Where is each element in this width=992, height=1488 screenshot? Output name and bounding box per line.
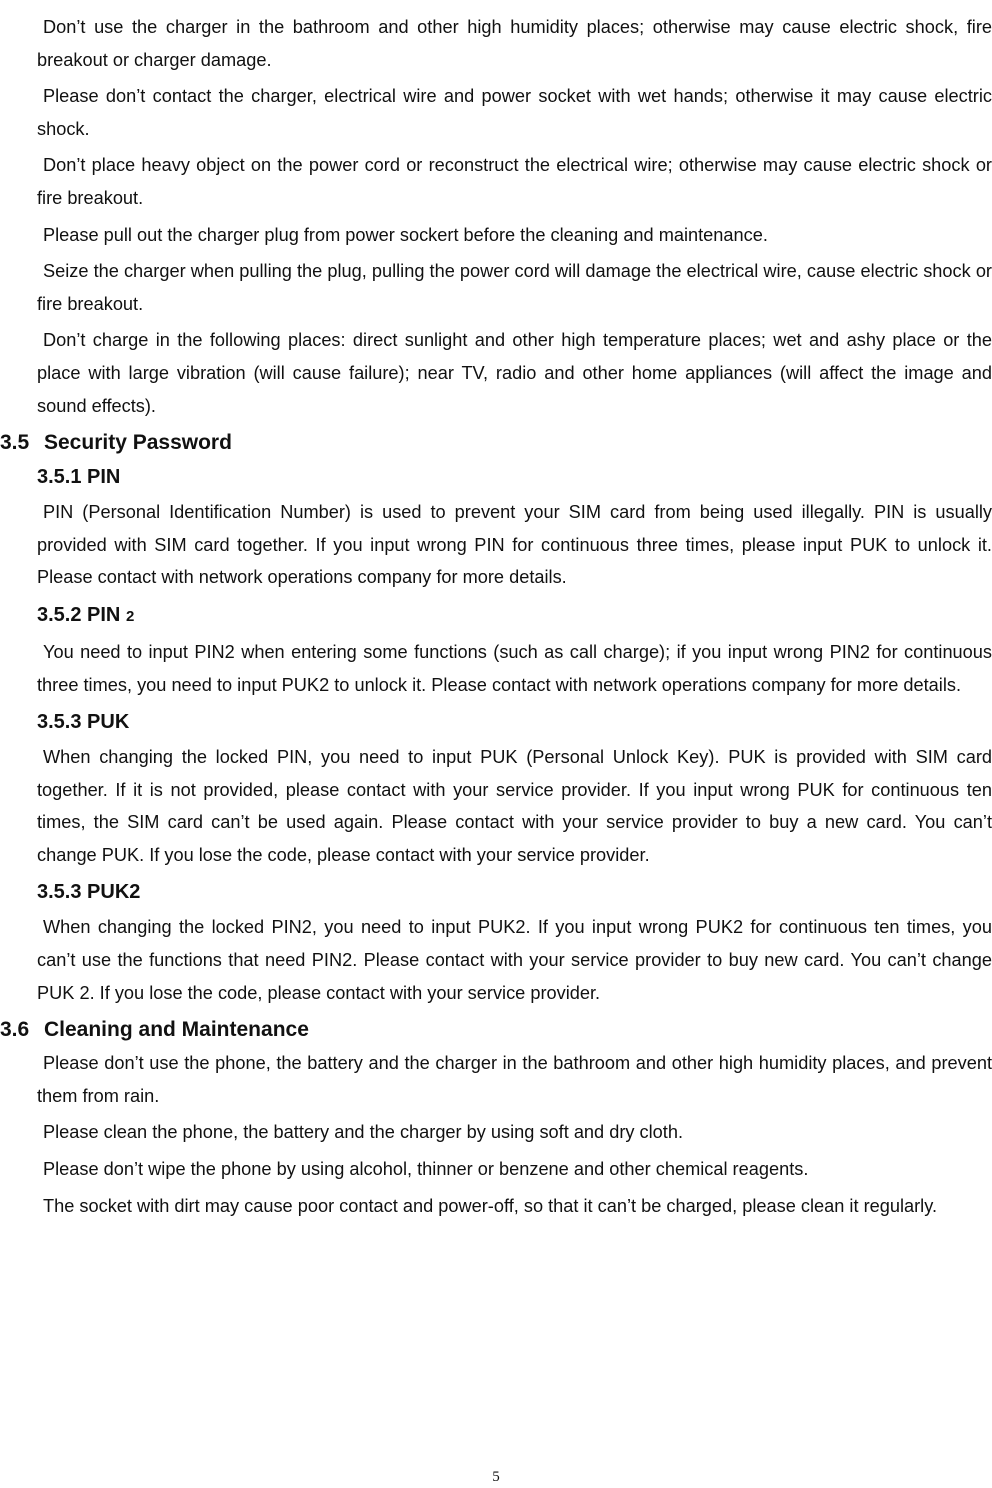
- puk-paragraph: When changing the locked PIN, you need to input PUK (Personal Unlock Key). PUK is provided with SIM card together. If it is not provided, please contact with your service provider. If you input wrong PUK for continuous ten times, the SIM card can’t be used again. Please contact with your service provider to buy a new card. You can’t change PUK. If you lose the code, please contact with your service provider.: [37, 747, 992, 865]
- cleaning-paragraph: Please don’t wipe the phone by using alcohol, thinner or benzene and other chemical reagents.: [43, 1159, 809, 1180]
- pin2-paragraph: You need to input PIN2 when entering some functions (such as call charge); if you input wrong PIN2 for continuous three times, you need to input PUK2 to unlock it. Please contact with network operations company for more details.: [37, 641, 992, 695]
- charger-warning-paragraph: Don’t place heavy object on the power cord or reconstruct the electrical wire; otherwise may cause electric shock or fire breakout.: [37, 155, 992, 208]
- pin-paragraph: PIN (Personal Identification Number) is used to prevent your SIM card from being used illegally. PIN is usually provided with SIM card together. If you input wrong PIN for continuous three times, please input PUK to unlock it. Please contact with network operations company for more details.: [37, 502, 992, 588]
- subsection-heading-pin: 3.5.1 PIN: [37, 466, 121, 489]
- subsection-heading-pin2: [37, 598, 992, 634]
- section-number: 3.5: [0, 431, 30, 455]
- puk2-paragraph: When changing the locked PIN2, you need to input PUK2. If you input wrong PUK2 for continuous ten times, you can’t use the functions that need PIN2. Please contact with your service provider to buy new card. You can’t change PUK 2. If you lose the code, please contact with your service provider.: [37, 917, 992, 1003]
- charger-warning-paragraph: Seize the charger when pulling the plug, pulling the power cord will damage the electrical wire, cause electric shock or fire breakout.: [37, 261, 992, 314]
- section-number: 3.6: [0, 1018, 30, 1042]
- subsection-heading-puk: 3.5.3 PUK: [37, 711, 130, 734]
- charger-warning-paragraph: Don’t use the charger in the bathroom and other high humidity places; otherwise may cause electric shock, fire breakout or charger damage.: [37, 17, 992, 70]
- subsection-heading-suffix: 2: [125, 607, 135, 625]
- cleaning-paragraph: Please clean the phone, the battery and the charger by using soft and dry cloth.: [43, 1122, 684, 1143]
- cleaning-paragraph: The socket with dirt may cause poor contact and power-off, so that it can’t be charged, please clean it regularly.: [43, 1195, 938, 1216]
- section-heading-security-password: [0, 426, 992, 460]
- section-title: Security Password: [44, 431, 232, 455]
- charger-warning-paragraph: Please don’t contact the charger, electrical wire and power socket with wet hands; otherwise it may cause electric shock.: [37, 86, 992, 139]
- page-number: 5: [492, 1469, 500, 1485]
- cleaning-paragraph: Please don’t use the phone, the battery and the charger in the bathroom and other high humidity places, and prevent them from rain.: [37, 1053, 992, 1106]
- section-heading-cleaning: [0, 1013, 992, 1047]
- subsection-heading-main: 3.5.2 PIN: [37, 603, 121, 626]
- charger-warning-paragraph: Don’t charge in the following places: direct sunlight and other high temperature places; wet and ashy place or the place with large vibration (will cause failure); near TV, radio and other home appliances (will affect the image and sound effects).: [37, 330, 992, 416]
- charger-warning-paragraph: Please pull out the charger plug from power sockert before the cleaning and maintenance.: [43, 224, 768, 245]
- section-title: Cleaning and Maintenance: [44, 1018, 309, 1042]
- subsection-heading-puk2: 3.5.3 PUK2: [37, 881, 141, 904]
